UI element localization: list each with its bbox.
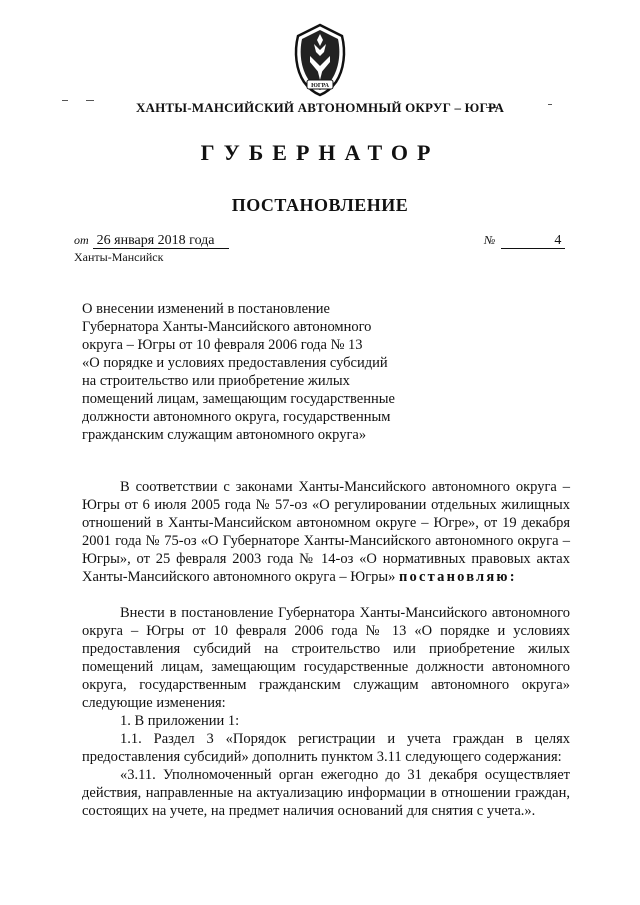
subject-line: на строительство или приобретение жилых <box>82 373 350 389</box>
subject-line: гражданским служащим автономного округа» <box>82 427 367 443</box>
governor-title: ГУБЕРНАТОР <box>200 140 440 165</box>
coat-of-arms-emblem <box>284 22 356 98</box>
subject-line: «О порядке и условиях предоставления субсидий <box>82 355 388 371</box>
document-type: ПОСТАНОВЛЕНИЕ <box>231 195 409 215</box>
subject-block <box>82 300 422 444</box>
item-1: 1. В приложении 1: <box>120 713 240 729</box>
emblem-banner-text: ЮГРА <box>311 83 329 89</box>
date-prefix: от <box>74 233 89 247</box>
item-3-11: «3.11. Уполномоченный орган ежегодно до 31 декабря осуществляет действия, направленные на актуализацию информации в отношении граждан, состоящих на учете, на предмет наличия оснований для снятия с учета.». <box>82 767 570 819</box>
region-name: ХАНТЫ-МАНСИЙСКИЙ АВТОНОМНЫЙ ОКРУГ – ЮГРА <box>135 100 505 115</box>
subject-line: Губернатора Ханты-Мансийского автономного <box>82 319 372 335</box>
document-body <box>82 478 570 820</box>
subject-line: должности автономного округа, государственным <box>82 409 391 425</box>
preamble-paragraph <box>82 478 570 586</box>
decree-keyword: постановляю: <box>398 569 517 585</box>
item-1-1: 1.1. Раздел 3 «Порядок регистрации и учета граждан в целях предоставления субсидий» дополнить пунктом 3.11 следующего содержания: <box>82 731 570 765</box>
number-value: 4 <box>501 233 565 249</box>
document-number <box>484 233 565 249</box>
document-date <box>74 233 229 249</box>
city-name: Ханты-Мансийск <box>74 250 164 264</box>
subject-line: О внесении изменений в постановление <box>82 301 330 317</box>
subject-line: округа – Югры от 10 февраля 2006 года № 13 <box>82 337 363 353</box>
main-paragraph: Внести в постановление Губернатора Ханты-Мансийского автономного округа – Югры от 10 февраля 2006 года № 13 «О порядке и условиях предоставления субсидий на строительство или приобретение жилых помещений лицам, замещающим государственные должности автономного округа, государственным гражданским служащим автономного округа» следующие изменения: <box>82 605 570 711</box>
date-value: 26 января 2018 года <box>93 233 229 249</box>
subject-line: помещений лицам, замещающим государственные <box>82 391 395 407</box>
number-prefix: № <box>484 233 496 247</box>
preamble-text: В соответствии с законами Ханты-Мансийского автономного округа – Югры от 6 июля 2005 года № 57-оз «О регулировании отдельных жилищных отношений в Ханты-Мансийском автономном округе – Югре», от 19 декабря 2001 года № 75-оз «О Губернаторе Ханты-Мансийского автономного округа – Югры», от 25 февраля 2003 года № 14-оз «О нормативных правовых актах Ханты-Мансийского автономного округа – Югры» <box>82 479 570 585</box>
